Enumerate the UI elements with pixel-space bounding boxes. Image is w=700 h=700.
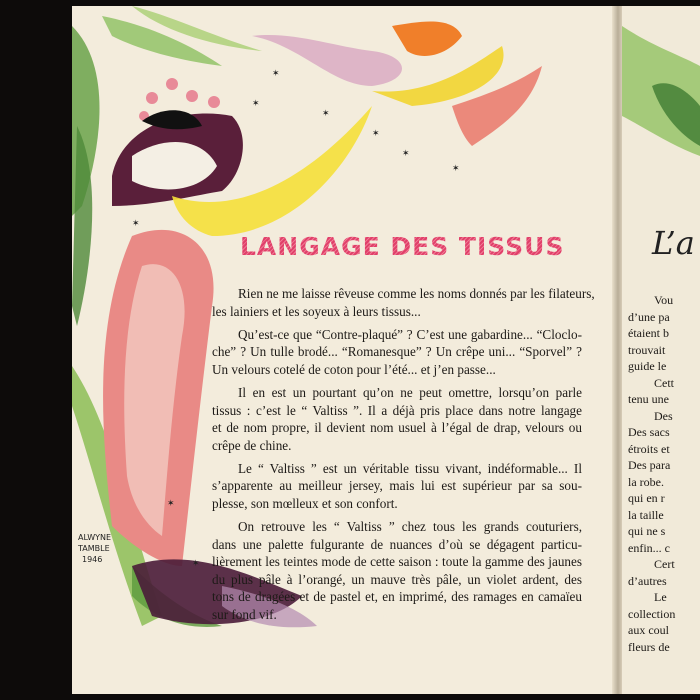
right-page-illustration [622,6,700,206]
svg-text:✶: ✶ [167,498,175,508]
text-line: aux coul [628,623,669,637]
paragraph [212,326,582,379]
text-line: Il en est un pourtant qu’on ne peut omettre, lorsqu’on parle [238,385,582,400]
text-line: Qu’est-ce que “Contre-plaqué” ? C’est une gabardine... “Cloclo- [238,326,582,342]
text-line: crêpe de chine. [212,437,292,453]
paragraph [212,384,582,454]
paragraph [212,460,582,513]
right-page-title: L’a [652,224,695,262]
text-line: collection [628,606,676,621]
right-page-text [628,292,675,655]
text-line: qui en r [628,491,665,505]
text-line: Rien ne me laisse rêveuse comme les noms donnés par les filateurs, [238,286,595,301]
text-line: étaient b [628,326,669,340]
text-line: d’autres [628,573,667,588]
paragraph [212,285,595,320]
text-line: dans une palette fulgurante de nuances d’où se dégagent particu- [212,536,582,552]
svg-text:✶: ✶ [132,218,140,228]
text-line: che” ? Un tulle brodé... “Romanesque” ? Un crêpe uni... “Sporvel” ? [212,344,582,360]
text-line: Des para [628,458,671,472]
artist-signature [77,533,111,564]
svg-text:✶: ✶ [322,108,330,118]
svg-text:✶: ✶ [192,558,200,568]
text-line: On retrouve les “ Valtiss ” chez tous les grands couturiers, [238,519,582,534]
text-line: guide le [628,359,667,373]
text-line: lièrement les teintes mode de cette saison : toute la gamme des jaunes [212,554,582,569]
text-line: Un velours cotelé de coton pour l’été... et j’en passe... [212,361,496,377]
text-line: d’une pa [628,309,670,324]
text-line: trouvait [628,342,666,357]
text-line: enfin... c [628,540,670,555]
article-title: LANGAGE DES TISSUS [240,232,565,261]
text-line: Le “ Valtiss ” est un véritable tissu vivant, indéformable... Il [238,460,582,476]
svg-text:✶: ✶ [372,128,380,138]
svg-text:✶: ✶ [252,98,260,108]
svg-text:1946: 1946 [82,555,103,564]
text-line: la taille [628,507,664,522]
text-line: la robe. [628,474,664,489]
right-page [622,6,700,694]
text-line: Cert [654,557,675,571]
scarf-top [252,22,542,146]
article-body [212,285,595,623]
text-line: s’apparente au meilleur jersey, mais lui est supérieur par sa sou- [212,478,582,494]
svg-text:✶: ✶ [452,163,460,173]
text-line: tons de dragées et de pastel et, en imprimé, des ramages en camaïeu [212,589,582,604]
text-line: Le [654,590,667,604]
text-line: Des [654,408,673,423]
text-line: Des sacs [628,425,670,439]
svg-text:✶: ✶ [272,68,280,78]
svg-text:TAMBLE: TAMBLE [78,544,110,553]
text-line: plesse, son mœlleux et son confort. [212,495,398,511]
text-line: et de nom propre, il devient nom usuel à l’égal de drap, velours ou [212,420,582,435]
paragraph [212,518,582,623]
text-line: qui ne s [628,524,666,538]
woman-head [112,110,243,206]
text-line: Cett [654,375,674,390]
text-line: Vou [654,293,674,307]
text-line: tissus : c’est le “ Valtiss ”. Il a déjà pris place dans notre langage [212,402,582,418]
text-line: sur fond vif. [212,606,277,622]
svg-text:ALWYNE: ALWYNE [78,533,112,542]
text-line: étroits et [628,441,670,456]
text-line: fleurs de [628,639,670,654]
text-line: les lainiers et les soyeux à leurs tissus... [212,303,421,319]
svg-text:✶: ✶ [402,148,410,158]
text-line: tenu une [628,392,669,406]
text-line: du plus pâle à l’orangé, un mauve très pâle, un violet ardent, des [212,571,582,587]
